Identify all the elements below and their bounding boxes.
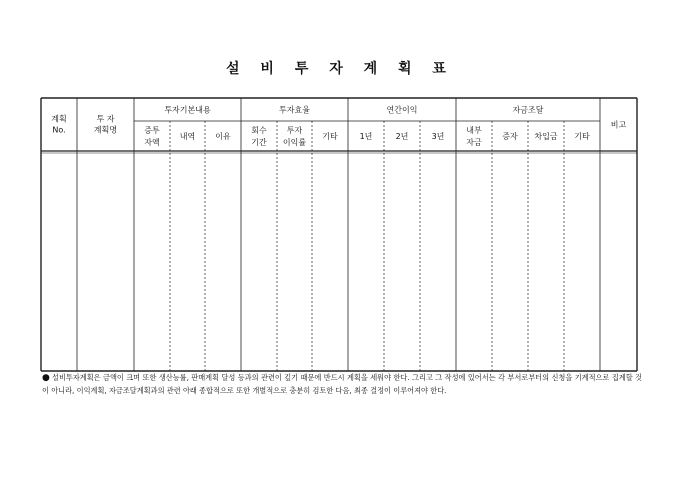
header-remarks: 비고 <box>610 120 627 130</box>
header-sub-funding: 자금 <box>466 138 482 147</box>
bullet-icon: ● <box>42 373 50 383</box>
header-sub-investment_efficiency: 투자 <box>286 126 303 135</box>
header-plan-no: 계획 <box>51 114 67 124</box>
header-sub-basic_content: 내역 <box>179 132 196 141</box>
header-sub-basic_content: 자액 <box>144 138 160 147</box>
document-title: 설 비 투 자 계 획 표 <box>226 61 454 77</box>
header-sub-funding: 증자 <box>502 132 518 141</box>
header-plan-no: No. <box>52 125 66 135</box>
header-sub-basic_content: 이유 <box>215 132 231 141</box>
note-text: 설비투자계획은 금액이 크며 또한 생산능률, 판매계획 달성 등과의 관련이 깊기 때문에 반드시 계획을 세워야 한다. 그리고 그 작성에 있어서는 각 부서로부터의 신청을 기계적으로 집계할 것이 아니라, 이익계획, 자금조달계획과의 관련 아래 종합적으로 또한 개별적으로 충분히 검토한 다음, 최종 결정이 이루어져야 한다. <box>42 373 642 395</box>
header-group-funding: 자금조달 <box>512 105 544 115</box>
header-sub-funding: 내부 <box>466 126 482 135</box>
header-sub-investment_efficiency: 이익률 <box>282 138 307 147</box>
header-sub-annual_profit: 3년 <box>431 132 445 141</box>
header-sub-annual_profit: 1년 <box>359 132 373 141</box>
header-sub-annual_profit: 2년 <box>395 132 409 141</box>
header-sub-basic_content: 증투 <box>144 126 160 135</box>
header-group-investment_efficiency: 투자효율 <box>279 105 310 115</box>
header-sub-investment_efficiency: 기타 <box>322 132 338 141</box>
header-investment-plan-name: 투 자 <box>96 114 115 124</box>
header-group-annual_profit: 연간이익 <box>386 105 418 115</box>
header-group-basic_content: 투자기본내용 <box>164 105 211 115</box>
header-investment-plan-name: 계획명 <box>93 125 118 135</box>
note-paragraph <box>42 372 642 397</box>
header-sub-funding: 기타 <box>574 132 590 141</box>
header-sub-investment_efficiency: 기간 <box>251 138 267 147</box>
header-sub-investment_efficiency: 회수 <box>251 126 267 135</box>
header-sub-funding: 차입금 <box>534 132 558 141</box>
